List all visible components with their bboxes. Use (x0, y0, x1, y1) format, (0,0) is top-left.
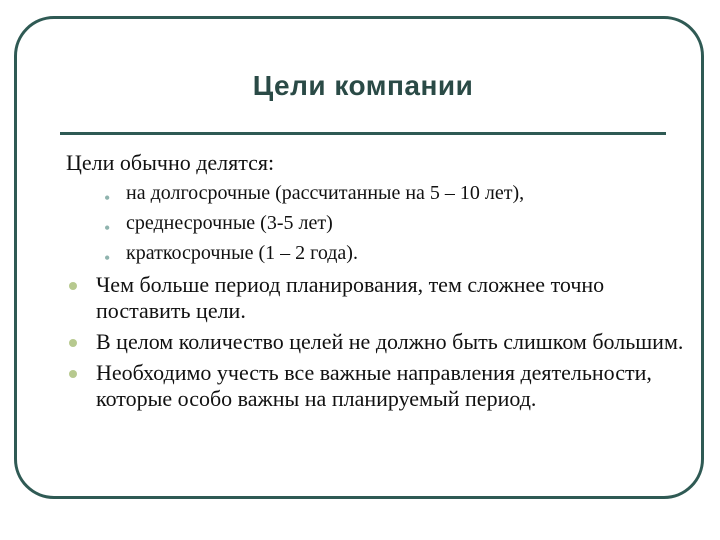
main-list-item (66, 272, 686, 324)
bullet-dot-icon (69, 282, 77, 290)
sub-item-text: среднесрочные (3-5 лет) (126, 212, 333, 234)
sub-bullet-list (66, 178, 686, 268)
sub-list-item (102, 238, 686, 268)
main-list-item (66, 360, 686, 412)
slide-content (66, 148, 686, 417)
sub-list-item (102, 208, 686, 238)
title-divider (60, 132, 666, 135)
main-bullet-list (66, 272, 686, 412)
lead-text: Цели обычно делятся: (66, 150, 275, 175)
bullet-dot-icon (69, 339, 77, 347)
bullet-dot-icon: • (104, 248, 111, 268)
bullet-dot-icon: • (104, 218, 111, 238)
main-list-item (66, 329, 686, 355)
sub-item-text: на долгосрочные (рассчитанные на 5 – 10 лет), (126, 182, 525, 204)
main-item-text: Чем больше период планирования, тем сложнее точно поставить цели. (96, 272, 605, 323)
slide-title: Цели компании (252, 70, 474, 101)
main-item-text: В целом количество целей не должно быть слишком большим. (96, 329, 684, 354)
sub-item-text: краткосрочные (1 – 2 года). (126, 242, 358, 264)
sub-list-item (102, 178, 686, 208)
bullet-dot-icon: • (104, 188, 111, 208)
bullet-dot-icon (69, 370, 77, 378)
main-item-text: Необходимо учесть все важные направления деятельности, которые особо важны на планируемый период. (96, 360, 652, 411)
